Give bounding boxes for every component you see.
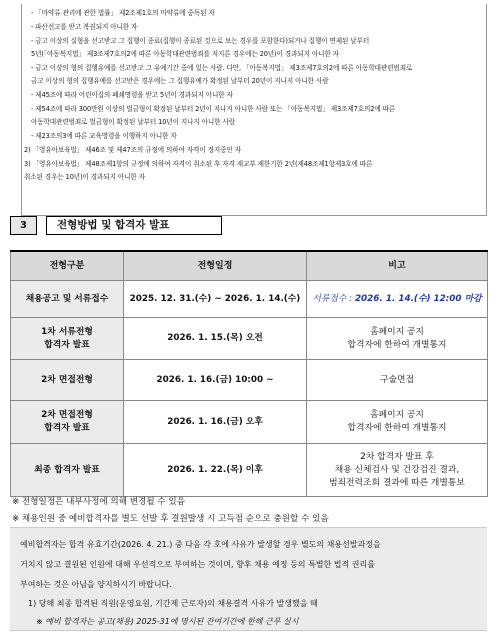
eligibility-line: - 금고 이상의 형의 집행유예를 선고받고 그 유예기간 중에 있는 사람. 다만, 「아동복지법」 제3조제7호의2에 따른 아동학대관련범죄로 — [31, 64, 413, 72]
eligibility-line: - 「마약류 관리에 관한 법률」 제2조제1호의 마약류에 중독된 자 — [31, 9, 215, 17]
eligibility-line: 2) 「영유아보육법」 제46조 및 제47조의 규정에 의하여 자격이 정지중인 자 — [24, 146, 241, 154]
schedule-cell: 2026. 1. 22.(목) 이후 — [124, 444, 307, 497]
table-row — [11, 444, 488, 497]
column-header: 전형구분 — [11, 251, 124, 281]
table-row — [11, 360, 488, 401]
schedule-table — [10, 250, 488, 497]
category-cell: 1차 서류전형 합격자 발표 — [11, 318, 124, 360]
eligibility-line: - 금고 이상의 실형을 선고받고 그 집행이 종료(집행이 종료된 것으로 보는 경우를 포함한다)되거나 집행이 면제된 날부터 — [31, 37, 370, 45]
reserve-line: 1) 당해 최종 합격된 직원(운영요원, 기간제 근로자)의 채용결격 사유가 발생했을 때 — [28, 599, 318, 608]
eligibility-line: 5년(「아동복지법」 제3조제7호의2에 따른 아동학대관련범죄를 저지른 경우에는 20년)이 경과되지 아니한 자 — [31, 50, 339, 58]
table-row — [11, 401, 488, 444]
schedule-cell: 2026. 1. 16.(금) 10:00 ~ — [124, 360, 307, 401]
reserve-line: 예비합격자는 합격 유효기간(2026. 4. 21.) 중 다음 각 호에 사유가 발생할 경우 별도의 채용선발과정을 — [20, 540, 381, 549]
eligibility-line: - 제54조에 따라 300만원 이상의 벌금형이 확정된 날부터 2년이 지나지 아니한 사람 또는 「아동복지법」 제3조제7호의2에 따른 — [31, 105, 396, 113]
schedule-cell: 2026. 1. 15.(목) 오전 — [124, 318, 307, 360]
eligibility-line: 3) 「영유아보육법」 제48조제1항의 규정에 의하여 자격이 취소된 후 자격 재교부 제한기한 2년(제48조제1항제3호에 따른 — [24, 160, 373, 168]
category-cell: 최종 합격자 발표 — [11, 444, 124, 497]
eligibility-line: - 파산선고를 받고 복권되지 아니한 자 — [31, 23, 138, 31]
eligibility-box — [21, 4, 487, 216]
reserve-line: ※ 예비 합격자는 공고(채용) 2025-31에 명시된 잔여기간에 한해 근무 실시 — [36, 617, 299, 626]
category-cell: 2차 면접전형 — [11, 360, 124, 401]
column-header: 전형일정 — [124, 251, 307, 281]
reserve-info-box — [10, 527, 487, 631]
reserve-note: ※ 채용인원 중 예비합격자를 별도 선발 후 결원발생 시 고득점 순으로 충원할 수 있음 — [12, 514, 329, 524]
schedule-note: ※ 전형일정은 내부사정에 의해 변경될 수 있음 — [12, 497, 186, 507]
remark-cell: 홈페이지 공지 합격자에 한하여 개별통지 — [307, 401, 488, 444]
reserve-line: 부여하는 것은 아님을 양지하시기 바랍니다. — [20, 580, 172, 589]
eligibility-line: 금고 이상의 형의 집행유예를 선고받은 경우에는 그 집행유예가 확정된 날부터 20년이 지나지 아니한 사람 — [31, 77, 329, 85]
remark-cell: 2차 합격자 발표 후 채용 신체검사 및 건강검진 결과, 범죄전력조회 결과에 따른 개별통보 — [307, 444, 488, 497]
eligibility-line: 취소된 경우는 10년)이 경과되지 아니한 자 — [24, 173, 145, 181]
category-cell: 2차 면접전형 합격자 발표 — [11, 401, 124, 444]
remark-cell: 서류접수 : 2026. 1. 14.(수) 12:00 마감 — [307, 281, 488, 318]
schedule-cell: 2026. 1. 16.(금) 오후 — [124, 401, 307, 444]
remark-cell: 홈페이지 공지 합격자에 한하여 개별통지 — [307, 318, 488, 360]
schedule-cell: 2025. 12. 31.(수) ~ 2026. 1. 14.(수) — [124, 281, 307, 318]
table-row — [11, 318, 488, 360]
reserve-line: 거치지 않고 결원된 인원에 대해 우선적으로 부여하는 것이며, 향후 채용 예정 등의 특별한 법적 권리를 — [20, 560, 375, 569]
category-cell: 채용공고 및 서류접수 — [11, 281, 124, 318]
eligibility-line: - 제23조의3에 따른 교육명령을 이행하지 아니한 자 — [31, 132, 177, 140]
section-number: 3 — [10, 216, 37, 235]
remark-cell: 구술면접 — [307, 360, 488, 401]
section-title: 전형방법 및 합격자 발표 — [46, 216, 222, 235]
table-header-row — [11, 251, 488, 281]
eligibility-line: 아동학대관련범죄로 벌금형이 확정된 날부터 10년이 지나지 아니한 사람 — [31, 118, 235, 126]
eligibility-line: - 제45조에 따라 어린이집의 폐쇄명령을 받고 5년이 경과되지 아니한 자 — [31, 91, 233, 99]
table-row — [11, 281, 488, 318]
column-header: 비고 — [307, 251, 488, 281]
